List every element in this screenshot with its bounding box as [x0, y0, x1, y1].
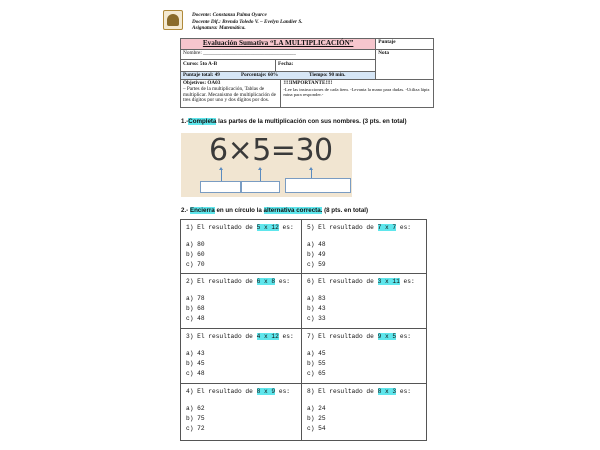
q-prefix: 3) El resultado de — [186, 333, 257, 340]
q-expression: 8 x 3 — [377, 388, 397, 395]
q-suffix: es: — [278, 224, 294, 231]
teacher-name: Docente: Constanza Palma Oyarce — [192, 12, 267, 18]
answer-box-product[interactable] — [285, 178, 351, 193]
q2-highlight-2: alternativa correcta. — [263, 207, 323, 214]
q1-text: las partes de la multiplicación con sus nombres. (3 pts. en total) — [216, 118, 407, 125]
q-expression: 6 x 8 — [256, 278, 276, 285]
question-5 — [301, 219, 427, 274]
equation-image — [181, 133, 352, 197]
q2-text: (8 pts. en total) — [322, 207, 369, 214]
option-c[interactable]: c) 70 — [186, 261, 205, 268]
objetivos-text: – Partes de la multiplicación, Tablas de multiplicar. Mecanismo de multiplicación de tres dígitos por uno y dos dígitos por dos. — [183, 85, 276, 104]
option-c[interactable]: c) 33 — [307, 315, 326, 322]
q2-instruction — [181, 207, 368, 214]
nota-label: Nota — [376, 50, 434, 80]
curso-field: Curso: 5to A-B — [181, 60, 276, 71]
fecha-field[interactable]: Fecha: — [278, 61, 294, 67]
question-6 — [301, 273, 427, 329]
arrow-product — [311, 169, 312, 178]
option-a[interactable]: a) 80 — [186, 241, 205, 248]
puntaje-total: Puntaje total: 49 — [183, 72, 220, 78]
question-1 — [180, 219, 302, 274]
arrow-up-icon — [258, 167, 262, 170]
objetivos-title: Objetivos: OA03 — [183, 80, 221, 86]
option-b[interactable]: b) 49 — [307, 251, 326, 258]
dif-teachers: Docente Dif.: Brenda Toledo V. – Evelyn Landier S. — [192, 18, 303, 25]
question-7 — [301, 328, 427, 384]
arrow-up-icon — [309, 167, 313, 170]
q2-text-mid: en un círculo la — [214, 207, 264, 214]
option-c[interactable]: c) 72 — [186, 425, 205, 432]
question-2 — [180, 273, 302, 329]
q-suffix: es: — [399, 278, 415, 285]
info-table — [180, 38, 434, 108]
option-b[interactable]: b) 45 — [186, 360, 205, 367]
q-suffix: es: — [278, 333, 294, 340]
arrow-up-icon — [219, 167, 223, 170]
importante-text: -Lee las instrucciones de cada ítem. -Levanta la mano para dudas. -Utiliza lápiz mina para responder.- — [283, 86, 430, 98]
option-a[interactable]: a) 45 — [307, 350, 326, 357]
puntaje-label: Puntaje — [376, 39, 434, 50]
q-suffix: es: — [275, 278, 290, 285]
answer-box-factor2[interactable] — [241, 181, 280, 193]
q-expression: 8 x 9 — [256, 388, 276, 395]
q-expression: 7 x 7 — [377, 224, 397, 231]
option-a[interactable]: a) 83 — [307, 295, 326, 302]
option-b[interactable]: b) 55 — [307, 360, 326, 367]
crest-icon — [167, 14, 179, 26]
option-b[interactable]: b) 68 — [186, 305, 205, 312]
option-a[interactable]: a) 78 — [186, 295, 205, 302]
option-c[interactable]: c) 54 — [307, 425, 326, 432]
q1-highlight: Completa — [188, 118, 217, 125]
question-3 — [180, 328, 302, 384]
question-4 — [180, 383, 302, 441]
q-prefix: 6) El resultado de — [307, 278, 378, 285]
option-c[interactable]: c) 48 — [186, 315, 205, 322]
q-prefix: 5) El resultado de — [307, 224, 378, 231]
school-logo — [163, 10, 183, 30]
q-expression: 3 x 11 — [377, 278, 400, 285]
option-a[interactable]: a) 48 — [307, 241, 326, 248]
q-prefix: 7) El resultado de — [307, 333, 378, 340]
subject: Asignatura: Matemática. — [192, 25, 246, 31]
option-c[interactable]: c) 48 — [186, 370, 205, 377]
option-b[interactable]: b) 60 — [186, 251, 205, 258]
q-prefix: 4) El resultado de — [186, 388, 257, 395]
option-b[interactable]: b) 75 — [186, 415, 205, 422]
answer-box-factor1[interactable] — [200, 181, 241, 193]
option-b[interactable]: b) 43 — [307, 305, 326, 312]
q-suffix: es: — [275, 388, 290, 395]
q2-highlight-1: Encierra — [189, 207, 215, 214]
equation-text: 6×5=30 — [209, 133, 333, 168]
q-prefix: 1) El resultado de — [186, 224, 257, 231]
porcentaje: Porcentaje: 60% — [241, 72, 279, 78]
option-a[interactable]: a) 24 — [307, 405, 326, 412]
nombre-field[interactable]: Nombre: ___________________________________ — [181, 50, 376, 60]
q-expression: 4 x 12 — [256, 333, 279, 340]
q1-instruction — [181, 118, 407, 125]
option-b[interactable]: b) 25 — [307, 415, 326, 422]
q2-number: 2.- — [181, 207, 190, 214]
q1-number: 1.- — [181, 118, 189, 125]
option-c[interactable]: c) 59 — [307, 261, 326, 268]
option-a[interactable]: a) 62 — [186, 405, 205, 412]
q-prefix: 2) El resultado de — [186, 278, 257, 285]
option-a[interactable]: a) 43 — [186, 350, 205, 357]
arrow-factor1 — [221, 169, 222, 181]
question-8 — [301, 383, 427, 441]
q-suffix: es: — [396, 333, 411, 340]
tiempo: Tiempo: 90 min. — [309, 72, 346, 78]
q-prefix: 8) El resultado de — [307, 388, 378, 395]
exam-title: Evaluación Sumativa “LA MULTIPLICACIÓN” — [181, 39, 376, 50]
importante-title: !!!!IMPORTANTE!!!! — [283, 80, 333, 86]
q-suffix: es: — [396, 224, 411, 231]
q-expression: 9 x 5 — [377, 333, 397, 340]
q-expression: 5 x 12 — [256, 224, 279, 231]
q-suffix: es: — [396, 388, 411, 395]
option-c[interactable]: c) 65 — [307, 370, 326, 377]
arrow-factor2 — [260, 169, 261, 181]
